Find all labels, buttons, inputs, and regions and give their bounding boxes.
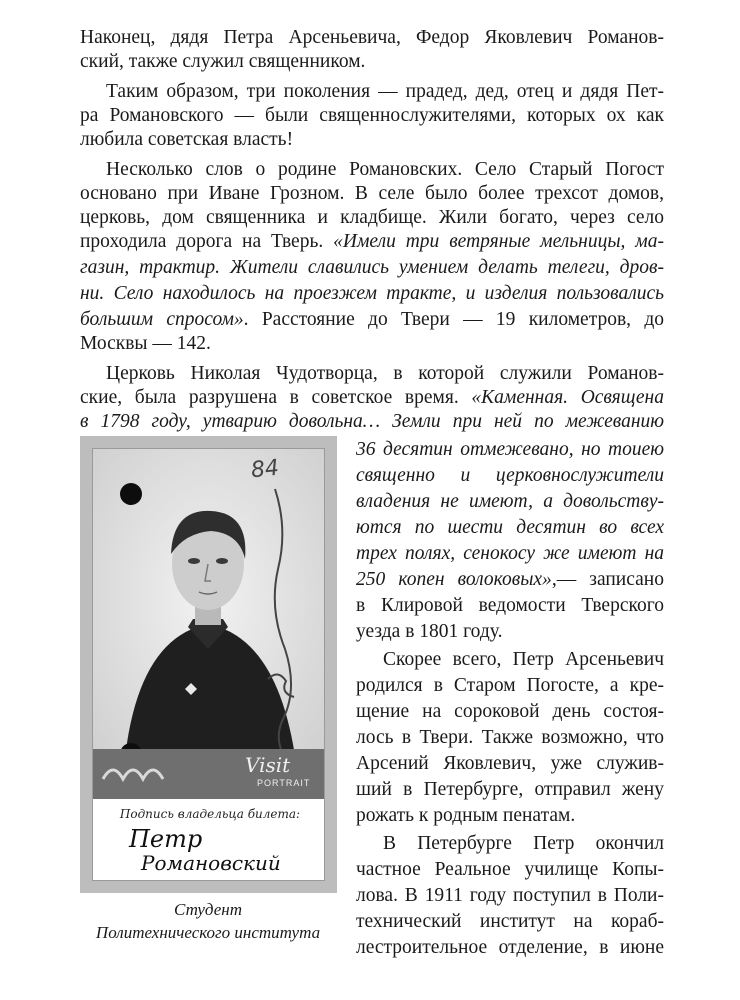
column-line: Арсений Яковлевич, уже служив-	[356, 753, 664, 774]
text-line: Несколько слов о родине Романовских. Село Старый Погост	[106, 159, 664, 180]
text-plain: ские, была разрушена в советское время.	[80, 387, 472, 408]
column-line: технический институт на кораб-	[356, 911, 664, 932]
column-line: родился в Старом Погосте, а кре-	[356, 675, 664, 696]
photo-number: 84	[249, 455, 281, 484]
text-line: ра Романовского — были священнослужителями, которых ох как	[80, 105, 664, 126]
photo-caption-line1: Студент	[174, 900, 242, 919]
studio-stamp: Visit	[245, 753, 291, 777]
text-line: Москвы — 142.	[80, 333, 211, 354]
text-plain: проходила дорога на Тверь.	[80, 231, 334, 252]
quote-text: 250 копен волоковых»	[356, 569, 552, 590]
text-plain: ,— записано	[551, 569, 664, 590]
quote-text: «Имели три ветряные мельницы, ма-	[333, 231, 664, 252]
id-card	[92, 448, 325, 881]
column-line: 36 десятин отмежевано, но тоиею	[356, 439, 664, 460]
column-line: трех полях, сенокосу же имеют на	[356, 543, 664, 564]
signature-first-name: Петр	[129, 825, 203, 853]
column-line: щение на сороковой день состоя-	[356, 701, 664, 722]
text-line: Церковь Николая Чудотворца, в которой служили Романов-	[106, 363, 664, 384]
column-line: лова. В 1911 году поступил в Поли-	[356, 885, 664, 906]
signature-last-name: Романовский	[141, 851, 281, 875]
text-line: Таким образом, три поколения — прадед, дед, отец и дядя Пет-	[106, 81, 664, 102]
owner-signature-label: Подпись владельца билета:	[119, 807, 301, 821]
column-line: В Петербурге Петр окончил	[383, 833, 664, 854]
column-line: в Клировой ведомости Тверского	[356, 595, 664, 616]
column-line: рожать к родным пенатам.	[356, 805, 576, 826]
column-line: Скорее всего, Петр Арсеньевич	[383, 649, 664, 670]
text-line: ский, также служил священником.	[80, 51, 366, 72]
column-line: священно и церковнослужители	[356, 465, 664, 486]
text-line	[80, 386, 664, 410]
text-plain: . Расстояние до Твери — 19 километров, до	[243, 309, 664, 330]
photo-caption-line2: Политехнического института	[95, 923, 321, 942]
column-line: частное Реальное училище Копы-	[356, 859, 664, 880]
column-line: лось в Твери. Также возможно, что	[356, 727, 664, 748]
quote-text: большим спросом»	[80, 309, 244, 330]
quote-line: газин, трактир. Жители славились умением делать телеги, дров-	[80, 257, 664, 278]
column-line: уезда в 1801 году.	[356, 621, 503, 642]
text-line: любила советская власть!	[80, 129, 294, 150]
text-line: Наконец, дядя Петра Арсеньевича, Федор Яковлевич Романов-	[80, 27, 664, 48]
text-line: основано при Иване Грозном. В селе было более трехсот домов,	[80, 183, 664, 204]
text-line	[80, 308, 664, 332]
column-line: лестроительное отделение, в июне	[356, 937, 664, 958]
column-line: ются по шести десятин во всех	[356, 517, 664, 538]
quote-line: в 1798 году, утварию довольна… Земли при ней по межеванию	[80, 411, 664, 432]
column-line: владения не имеют, а довольству-	[356, 491, 664, 512]
text-line	[80, 230, 664, 254]
column-line	[356, 568, 664, 592]
studio-stamp-sub: PORTRAIT	[257, 778, 311, 788]
text-line: церковь, дом священника и кладбище. Жили богато, через село	[80, 207, 664, 228]
column-line: ший в Петербурге, отправил жену	[356, 779, 664, 800]
student-id-photo	[80, 436, 337, 893]
punch-hole	[120, 483, 142, 505]
quote-text: «Каменная. Освящена	[471, 387, 664, 408]
quote-line: ни. Село находилось на проезжем тракте, и изделия пользовались	[80, 283, 664, 304]
